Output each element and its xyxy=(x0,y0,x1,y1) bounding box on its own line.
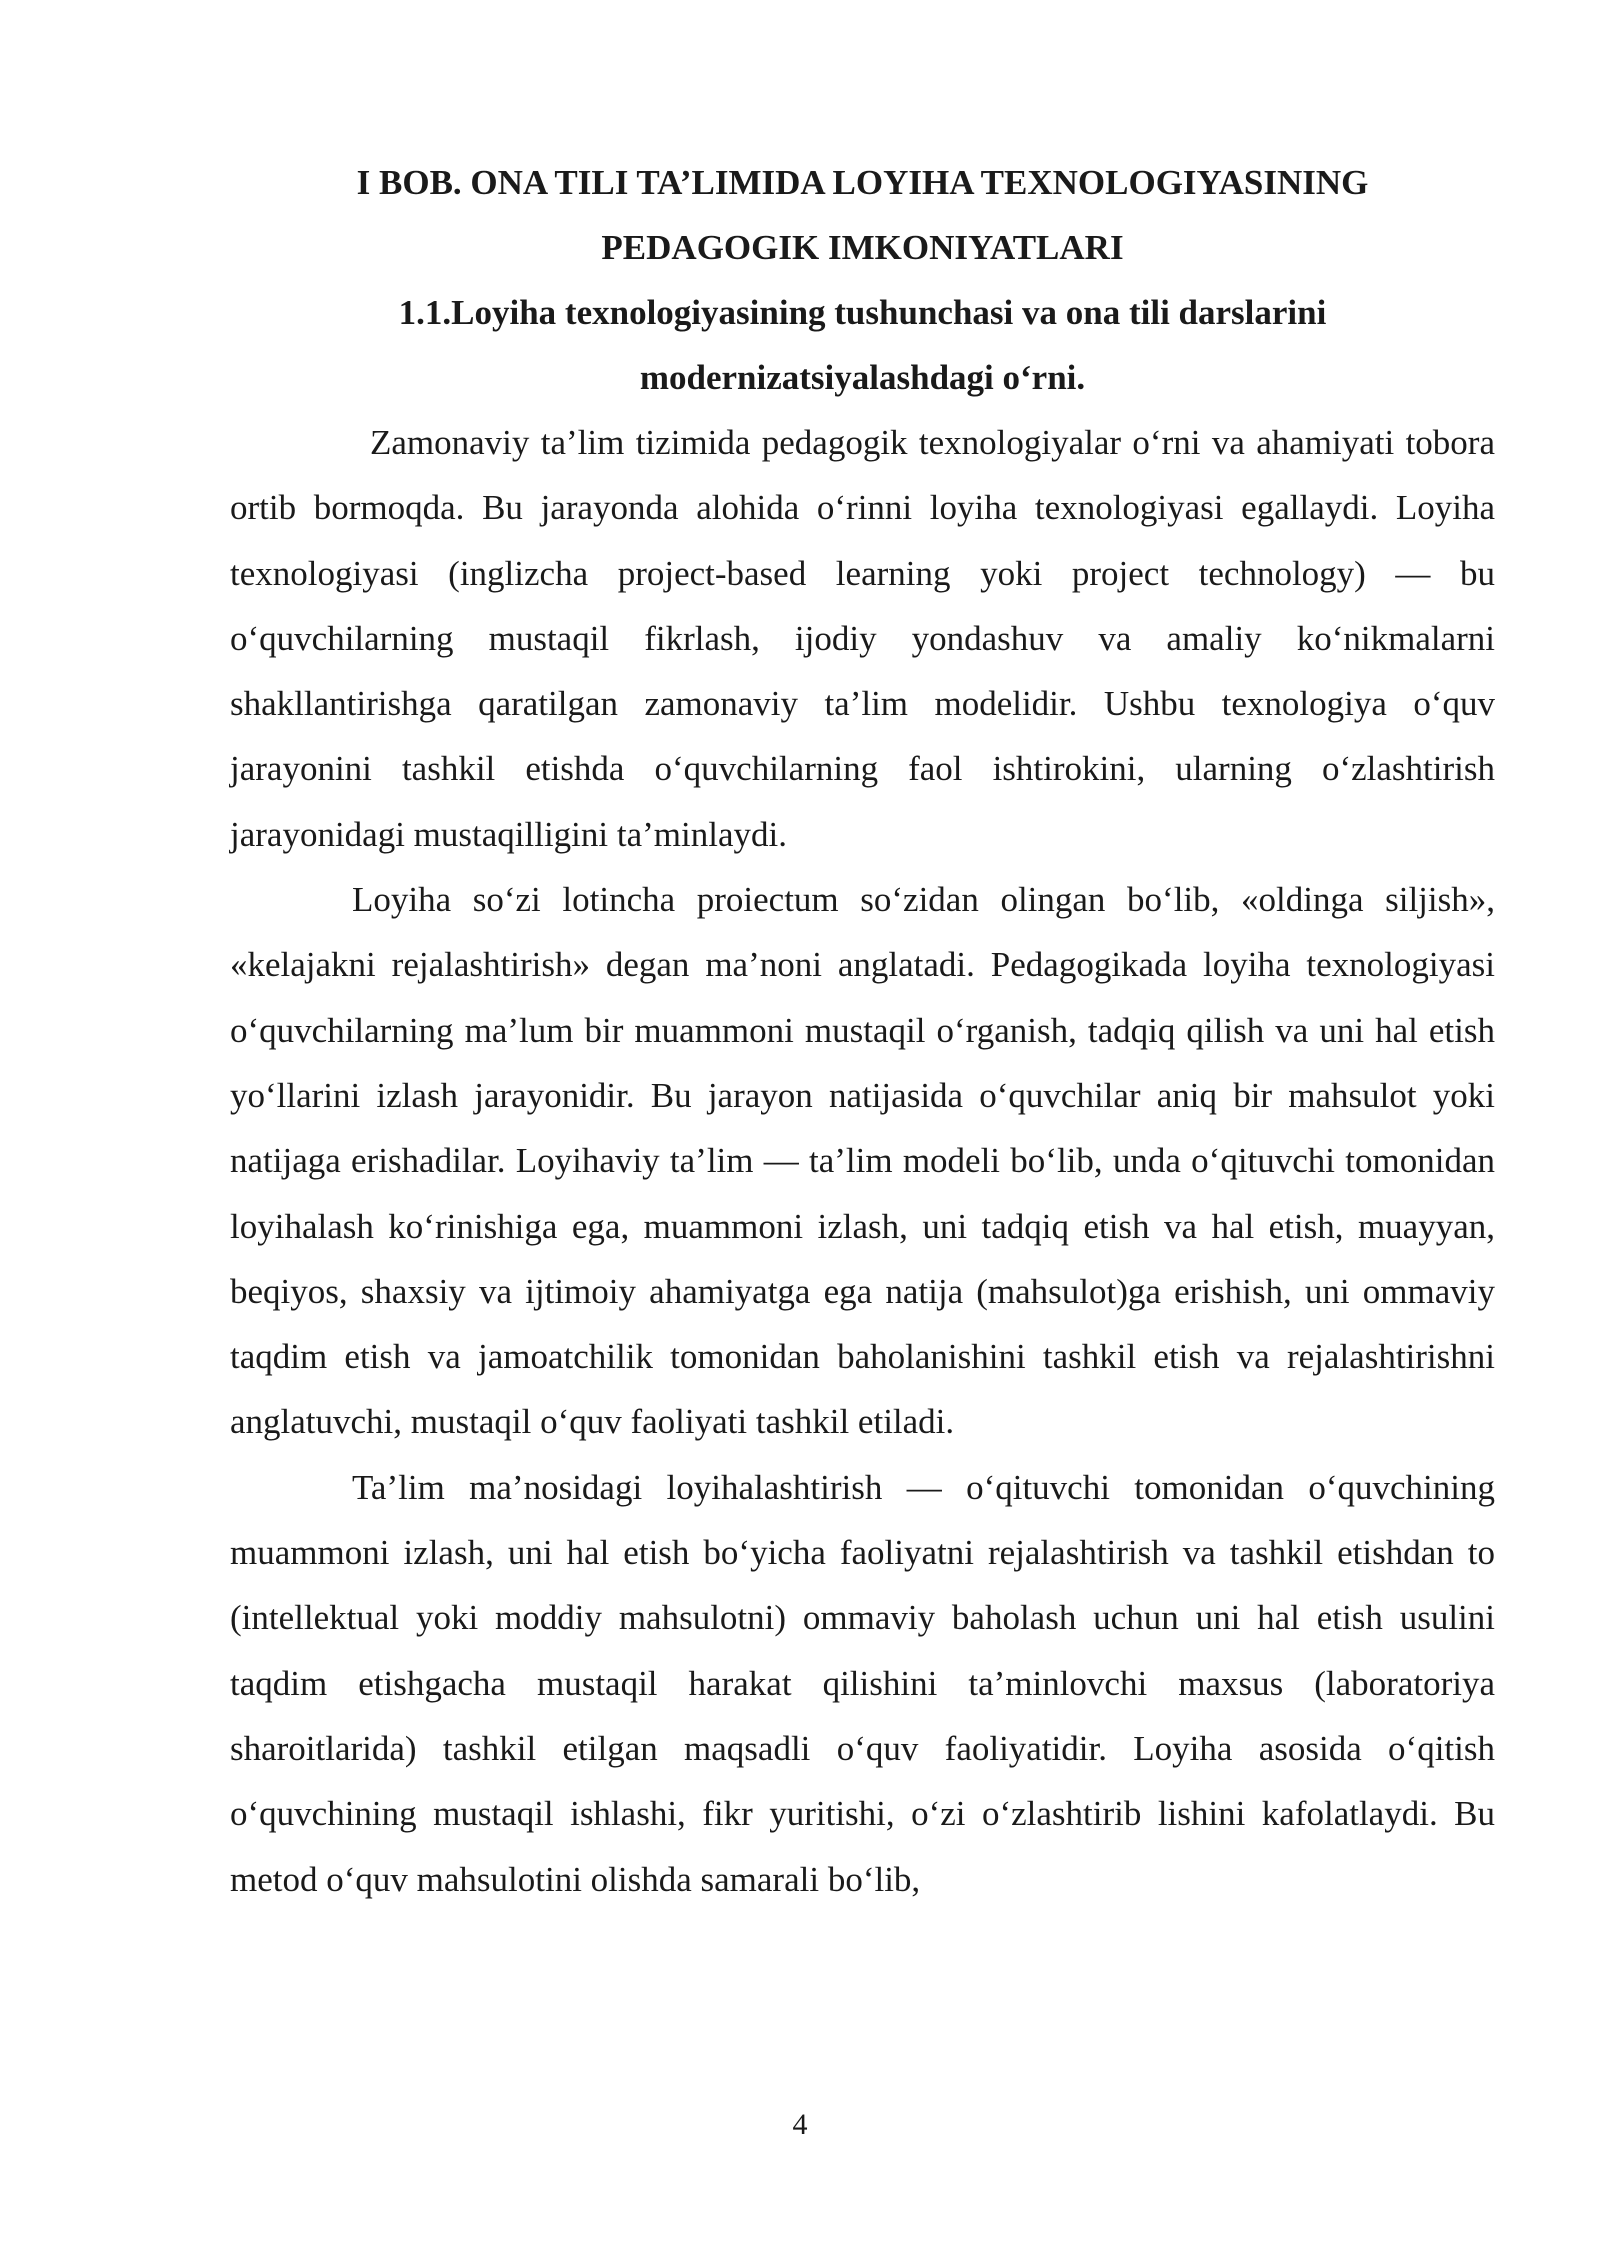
page-number: 4 xyxy=(792,2108,808,2141)
section-title-line-1: 1.1.Loyiha texnologiyasining tushunchasi va ona tili darslarini xyxy=(398,293,1327,332)
paragraph-3: Ta’lim ma’nosidagi loyihalashtirish — o‘qituvchi tomonidan o‘quvchining muammoni izlash, uni hal etish bo‘yicha faoliyatni rejalashtirish va tashkil etishdan to (intellektual yoki moddiy mahsulotni) ommaviy baholash uchun uni hal etish usulini taqdim etishgacha mustaqil harakat qilishini ta’minlovchi maxsus (laboratoriya sharoitlarida) tashkil etilgan maqsadli o‘quv faoliyatidir. Loyiha asosida o‘qitish o‘quvchining mustaqil ishlashi, fikr yuritishi, o‘zi o‘zlashtirib lishini kafolatlaydi. Bu metod o‘quv mahsulotini olishda samarali bo‘lib, xyxy=(230,1467,1495,1899)
chapter-title-line-1: I BOB. ONA TILI TA’LIMIDA LOYIHA TEXNOLOGIYASINING xyxy=(356,163,1369,202)
chapter-title-line-2: PEDAGOGIK IMKONIYATLARI xyxy=(601,228,1124,267)
document-page xyxy=(230,150,1495,1912)
section-title-line-2: modernizatsiyalashdagi o‘rni. xyxy=(639,358,1086,397)
paragraph-1: Zamonaviy ta’lim tizimida pedagogik texnologiyalar o‘rni va ahamiyati tobora ortib bormoqda. Bu jarayonda alohida o‘rinni loyiha texnologiyasi egallaydi. Loyiha texnologiyasi (inglizcha project-based learning yoki project technology) — bu o‘quvchilarning mustaqil fikrlash, ijodiy yondashuv va amaliy ko‘nikmalarni shakllantirishga qaratilgan zamonaviy ta’lim modelidir. Ushbu texnologiya o‘quv jarayonini tashkil etishda o‘quvchilarning faol ishtirokini, ularning o‘zlashtirish jarayonidagi mustaqilligini ta’minlaydi. xyxy=(230,423,1495,854)
paragraph-2: Loyiha so‘zi lotincha proiectum so‘zidan olingan bo‘lib, «oldinga siljish», «kelajakni rejalashtirish» degan ma’noni anglatadi. Pedagogikada loyiha texnologiyasi o‘quvchilarning ma’lum bir muammoni mustaqil o‘rganish, tadqiq qilish va uni hal etish yo‘llarini izlash jarayonidir. Bu jarayon natijasida o‘quvchilar aniq bir mahsulot yoki natijaga erishadilar. Loyihaviy ta’lim — ta’lim modeli bo‘lib, unda o‘qituvchi tomonidan loyihalash ko‘rinishiga ega, muammoni izlash, uni tadqiq etish va hal etish, muayyan, beqiyos, shaxsiy va ijtimoiy ahamiyatga ega natija (mahsulot)ga erishish, uni ommaviy taqdim etish va jamoatchilik tomonidan baholanishini tashkil etish va rejalashtirishni anglatuvchi, mustaqil o‘quv faoliyati tashkil etiladi. xyxy=(230,880,1495,1442)
